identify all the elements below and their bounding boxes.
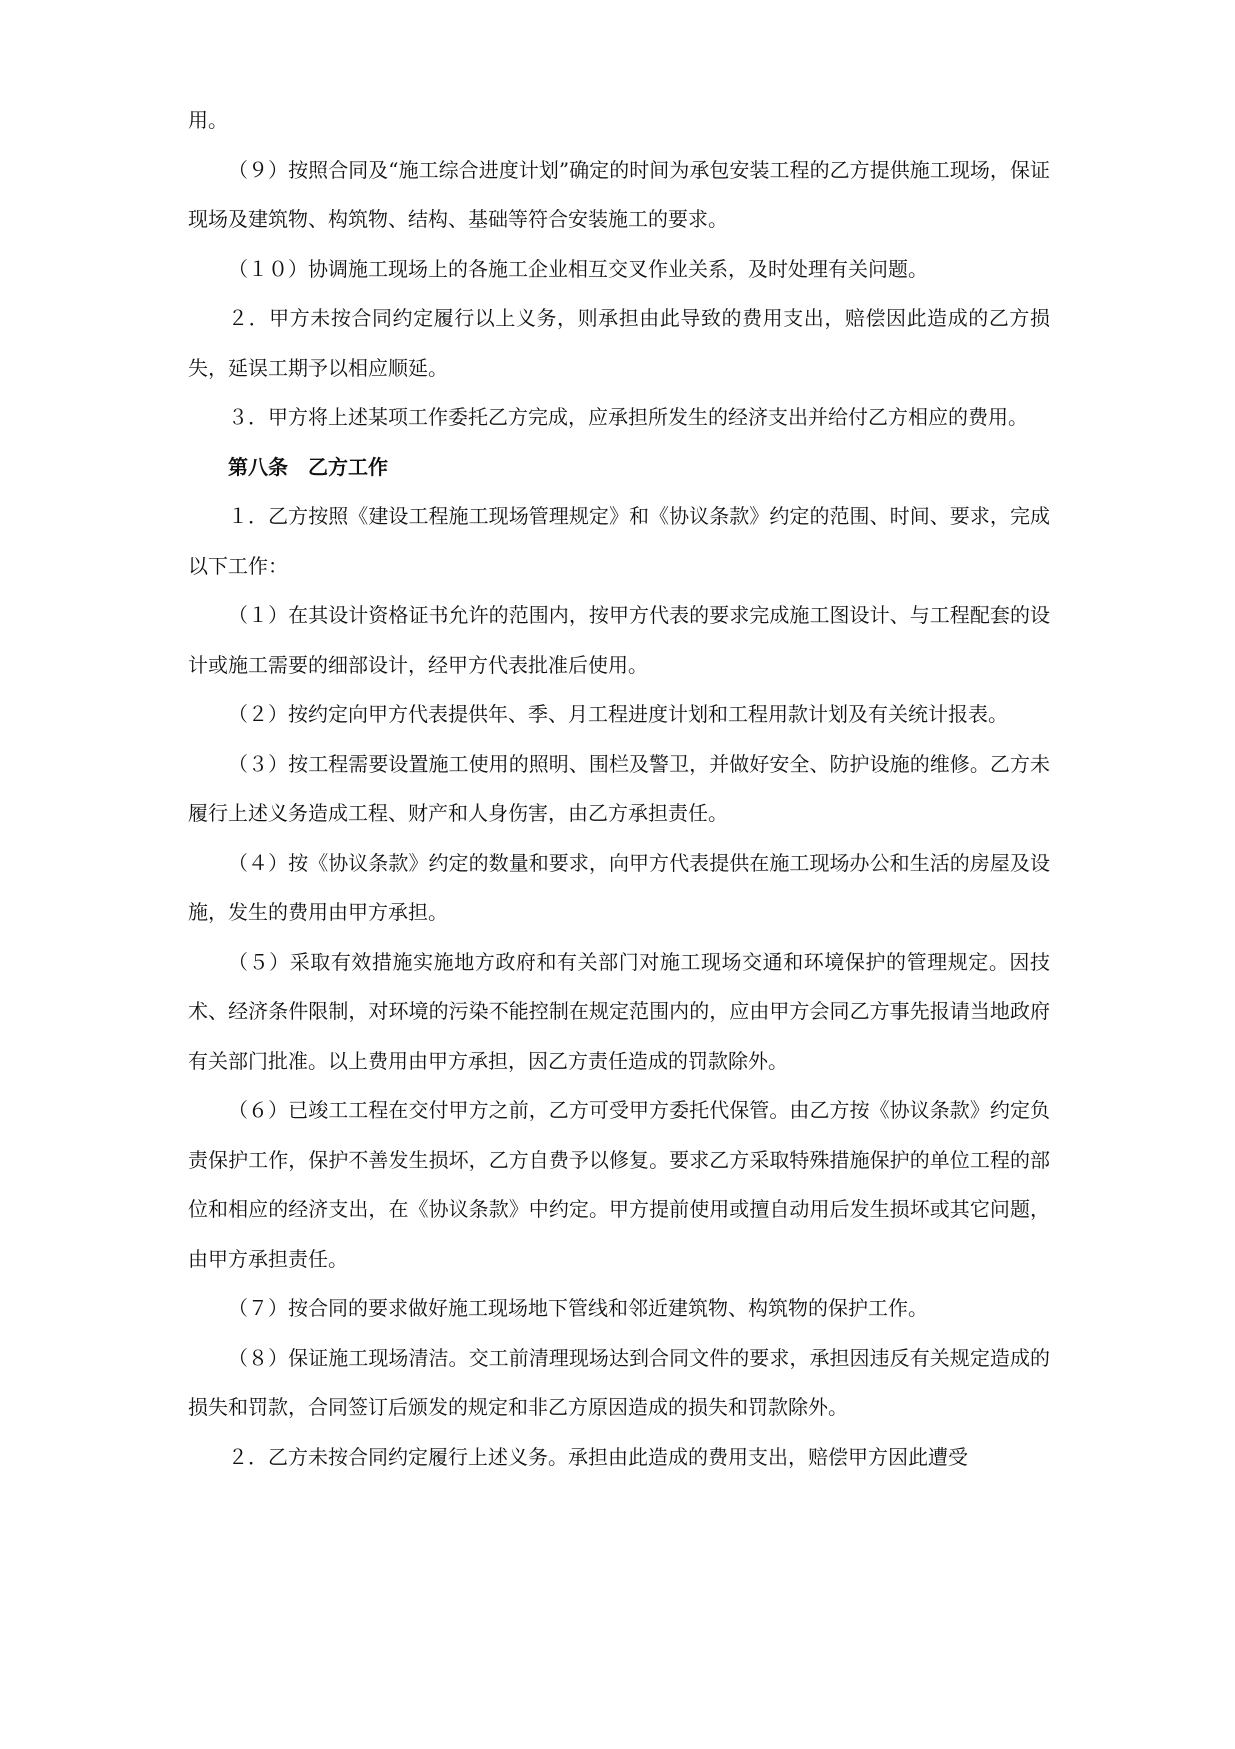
paragraph-article-8-item-7: （７）按合同的要求做好施工现场地下管线和邻近建筑物、构筑物的保护工作。 — [228, 1296, 928, 1320]
paragraph-article-8-item-6: （６）已竣工工程在交付甲方之前，乙方可受甲方委托代保管。由乙方按《协议条款》约定负责保护工作，保护不善发生损坏，乙方自费予以修复。要求乙方采取特殊措施保护的单位工程的部位和相应的经济支出，在《协议条款》中约定。甲方提前使用或擅自动用后发生损坏或其它问题，由甲方承担责任。 — [188, 1098, 1050, 1271]
paragraph-item-9: （９）按照合同及“施工综合进度计划”确定的时间为承包安装工程的乙方提供施工现场，保证现场及建筑物、构筑物、结构、基础等符合安装施工的要求。 — [188, 157, 1050, 231]
paragraph-item-10: （１０）协调施工现场上的各施工企业相互交叉作业关系，及时处理有关问题。 — [228, 256, 928, 281]
paragraph-article-8-item-1: （１）在其设计资格证书允许的范围内，按甲方代表的要求完成施工图设计、与工程配套的设计或施工需要的细部设计，经甲方代表批准后使用。 — [188, 603, 1050, 677]
paragraph-article-8-item-2: （２）按约定向甲方代表提供年、季、月工程进度计划和工程用款计划及有关统计报表。 — [228, 702, 1008, 726]
paragraph-clause-3: ３．甲方将上述某项工作委托乙方完成，应承担所发生的经济支出并给付乙方相应的费用。 — [228, 405, 1028, 429]
paragraph-article-8-clause-1: １．乙方按照《建设工程施工现场管理规定》和《协议条款》约定的范围、时间、要求，完成以下工作： — [188, 504, 1050, 578]
paragraph-clause-2: ２．甲方未按合同约定履行以上义务，则承担由此导致的费用支出，赔偿因此造成的乙方损失，延误工期予以相应顺延。 — [188, 306, 1050, 380]
article-8-heading: 第八条 乙方工作 — [228, 454, 388, 479]
paragraph-continuation: 用。 — [188, 108, 228, 132]
paragraph-article-8-item-8: （８）保证施工现场清洁。交工前清理现场达到合同文件的要求，承担因违反有关规定造成的损失和罚款，合同签订后颁发的规定和非乙方原因造成的损失和罚款除外。 — [188, 1345, 1050, 1419]
paragraph-article-8-clause-2: ２．乙方未按合同约定履行上述义务。承担由此造成的费用支出，赔偿甲方因此遭受 — [228, 1444, 968, 1469]
paragraph-article-8-item-4: （４）按《协议条款》约定的数量和要求，向甲方代表提供在施工现场办公和生活的房屋及设施，发生的费用由甲方承担。 — [188, 850, 1050, 924]
paragraph-article-8-item-5: （５）采取有效措施实施地方政府和有关部门对施工现场交通和环境保护的管理规定。因技术、经济条件限制，对环境的污染不能控制在规定范围内的，应由甲方会同乙方事先报请当地政府有关部门批准。以上费用由甲方承担，因乙方责任造成的罚款除外。 — [188, 949, 1050, 1073]
paragraph-article-8-item-3: （３）按工程需要设置施工使用的照明、围栏及警卫，并做好安全、防护设施的维修。乙方未履行上述义务造成工程、财产和人身伤害，由乙方承担责任。 — [188, 751, 1050, 825]
document-page — [188, 96, 1050, 1482]
